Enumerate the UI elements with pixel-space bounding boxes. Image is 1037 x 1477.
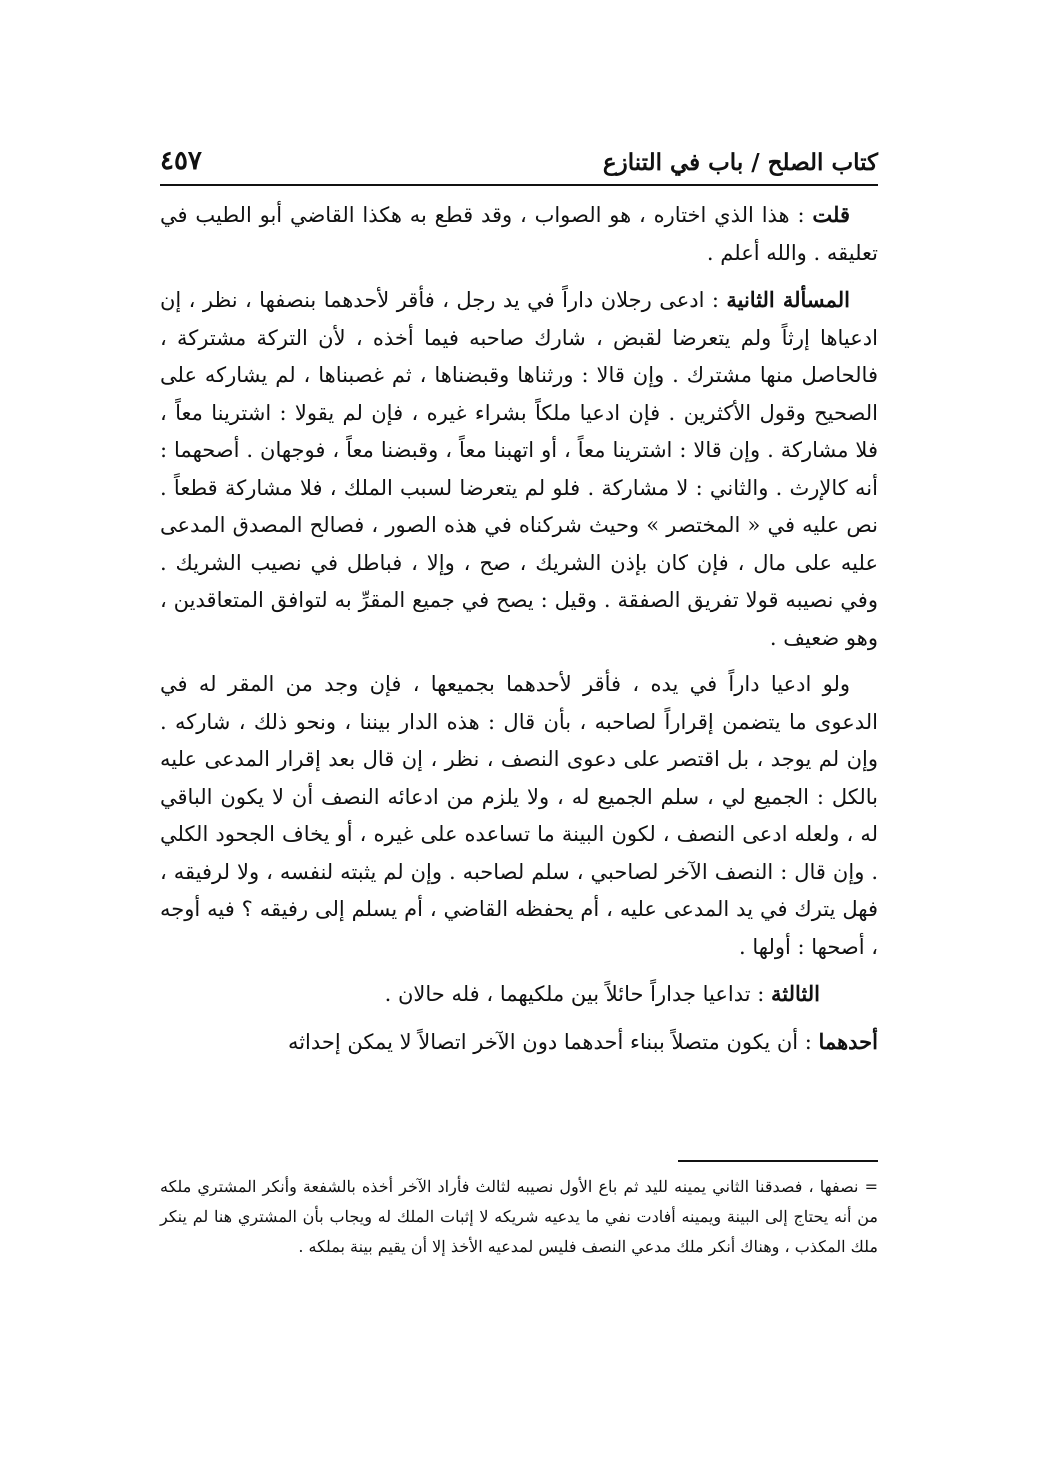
paragraph-3-text: ولو ادعيا داراً في يده ، فأقر لأحدهما بجميعها ، فإن وجد من المقر له في الدعوى ما يتضمن إقراراً لصاحبه ، بأن قال : هذه الدار بيننا ، ونحو ذلك ، شاركه . وإن لم يوجد ، بل اقتصر على دعوى النصف ، نظر ، إن قال بعد إقرار المدعى عليه بالكل : الجميع لي ، سلم الجميع له ، ولا يلزم من ادعائه النصف أن لا يكون الباقي له ، ولعله ادعى النصف ، لكون البينة ما تساعده على غيره ، أو يخاف الجحود الكلي . وإن قال : النصف الآخر لصاحبي ، سلم لصاحبه . وإن لم يثبته لنفسه ، ولا لرفيقه ، فهل يترك في يد المدعى عليه ، أم يحفظه القاضي ، أم يسلم إلى رفيقه ؟ فيه أوجه ، أصحها : أولها . <box>160 672 878 959</box>
paragraph-2 <box>160 281 878 657</box>
term-second-issue: المسألة الثانية <box>726 287 850 312</box>
page-header <box>160 140 878 186</box>
paragraph-5-text: : أن يكون متصلاً ببناء أحدهما دون الآخر اتصالاً لا يمكن إحداثه <box>287 1029 819 1054</box>
footnote-divider <box>678 1160 878 1162</box>
term-first-case: أحدهما <box>818 1028 878 1054</box>
paragraph-1 <box>160 196 878 272</box>
page-number: ٤٥٧ <box>160 146 202 176</box>
term-qult: قلت <box>812 202 850 227</box>
paragraph-5 <box>160 1023 878 1062</box>
paragraph-1-text: : هذا الذي اختاره ، هو الصواب ، وقد قطع به هكذا القاضي أبو الطيب في تعليقه . والله أعلم . <box>160 203 878 265</box>
paragraph-3 <box>160 666 878 966</box>
term-third: الثالثة <box>771 981 820 1006</box>
main-text <box>160 196 878 1070</box>
paragraph-2-text: : ادعى رجلان داراً في يد رجل ، فأقر لأحدهما بنصفها ، نظر ، إن ادعياها إرثاً ولم يتعرضا لقبض ، شارك صاحبه فيما أخذه ، لأن التركة مشتركة ، فالحاصل منها مشترك . وإن قالا : ورثناها وقبضناها ، ثم غصبناها ، لم يشاركه على الصحيح وقول الأكثرين . فإن ادعيا ملكاً بشراء غيره ، فإن لم يقولا : اشترينا معاً ، فلا مشاركة . وإن قالا : اشترينا معاً ، أو اتهبنا معاً ، وقبضنا معاً ، فوجهان . أصحهما : أنه كالإرث . والثاني : لا مشاركة . فلو لم يتعرضا لسبب الملك ، فلا مشاركة قطعاً . نص عليه في « المختصر » وحيث شركناه في هذه الصور ، فصالح المصدق المدعى عليه على مال ، فإن كان بإذن الشريك ، صح ، وإلا ، فباطل في نصيب الشريك . وفي نصيبه قولا تفريق الصفقة . وقيل : يصح في جميع المقرِّ به لتوافق المتعاقدين ، وهو ضعيف . <box>160 288 878 650</box>
chapter-title: كتاب الصلح / باب في التنازع <box>602 149 878 176</box>
footnote: = نصفها ، فصدقنا الثاني يمينه لليد ثم باع الأول نصيبه لثالث فأراد الآخر أخذه بالشفعة وأنكر المشتري ملكه من أنه يحتاج إلى البينة ويمينه أفادت نفي ما يدعيه شريكه لا إثبات الملك له ويجاب بأن المشتري هنا لم ينكر ملك المكذب ، وهناك أنكر ملك مدعي النصف فليس لمدعيه الأخذ إلا أن يقيم بينة بملكه . <box>160 1177 878 1256</box>
paragraph-4 <box>160 975 878 1014</box>
paragraph-4-text: : تداعيا جداراً حائلاً بين ملكيهما ، فله حالان . <box>384 982 772 1006</box>
